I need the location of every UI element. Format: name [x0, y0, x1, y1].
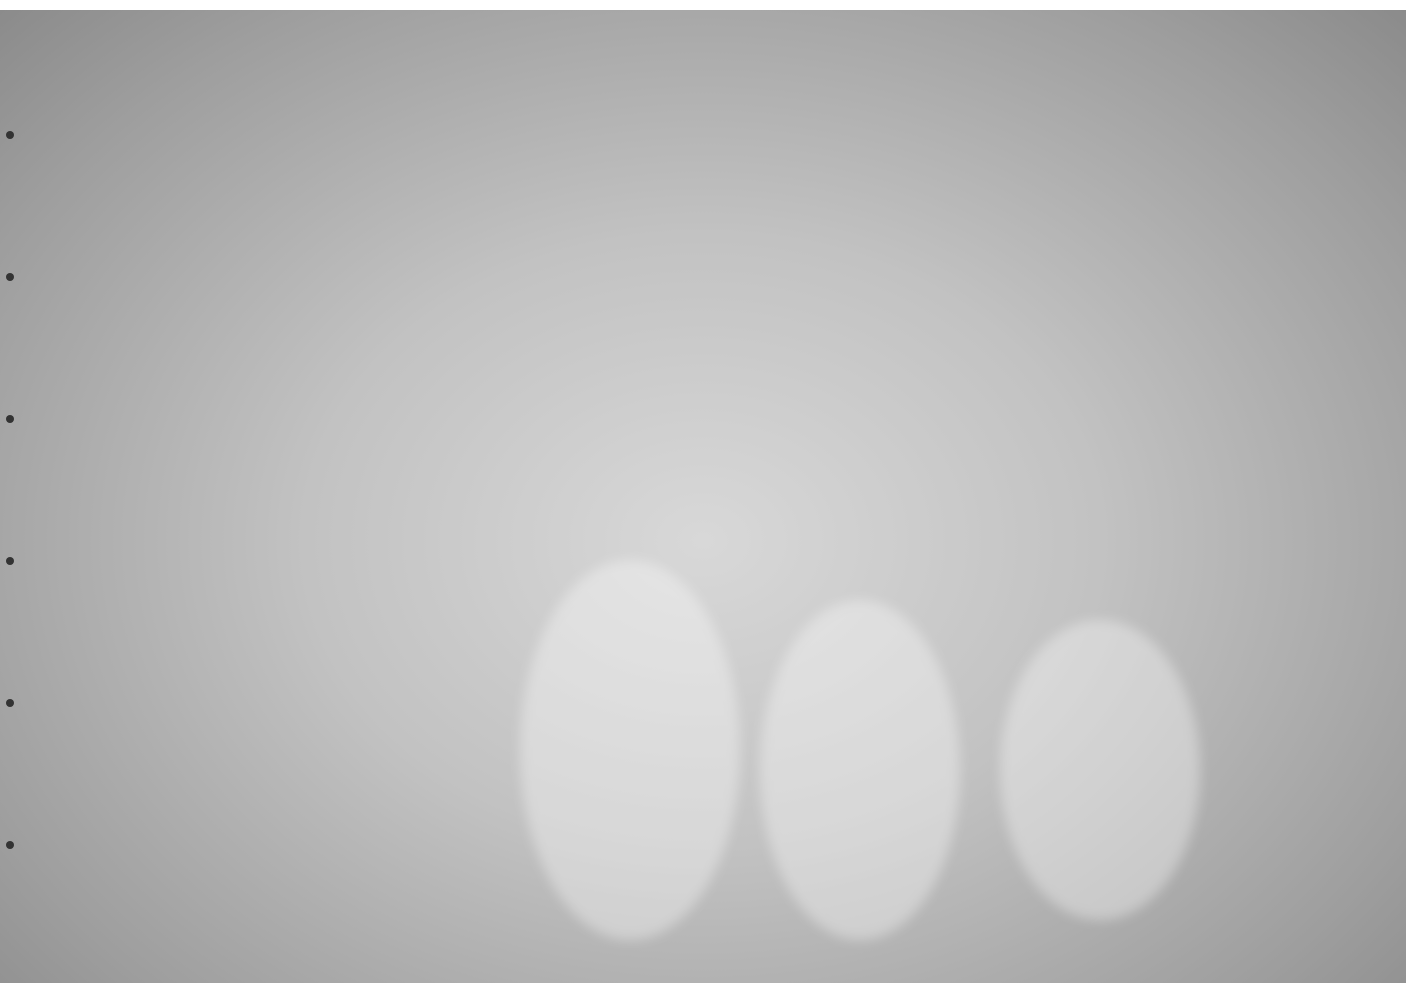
punch-hole [6, 841, 14, 849]
punch-hole [6, 699, 14, 707]
punch-hole [6, 557, 14, 565]
punch-hole [6, 131, 14, 139]
punch-hole [6, 273, 14, 281]
archive-banner [0, 0, 1406, 10]
census-grid [58, 107, 1348, 952]
punch-hole [6, 415, 14, 423]
